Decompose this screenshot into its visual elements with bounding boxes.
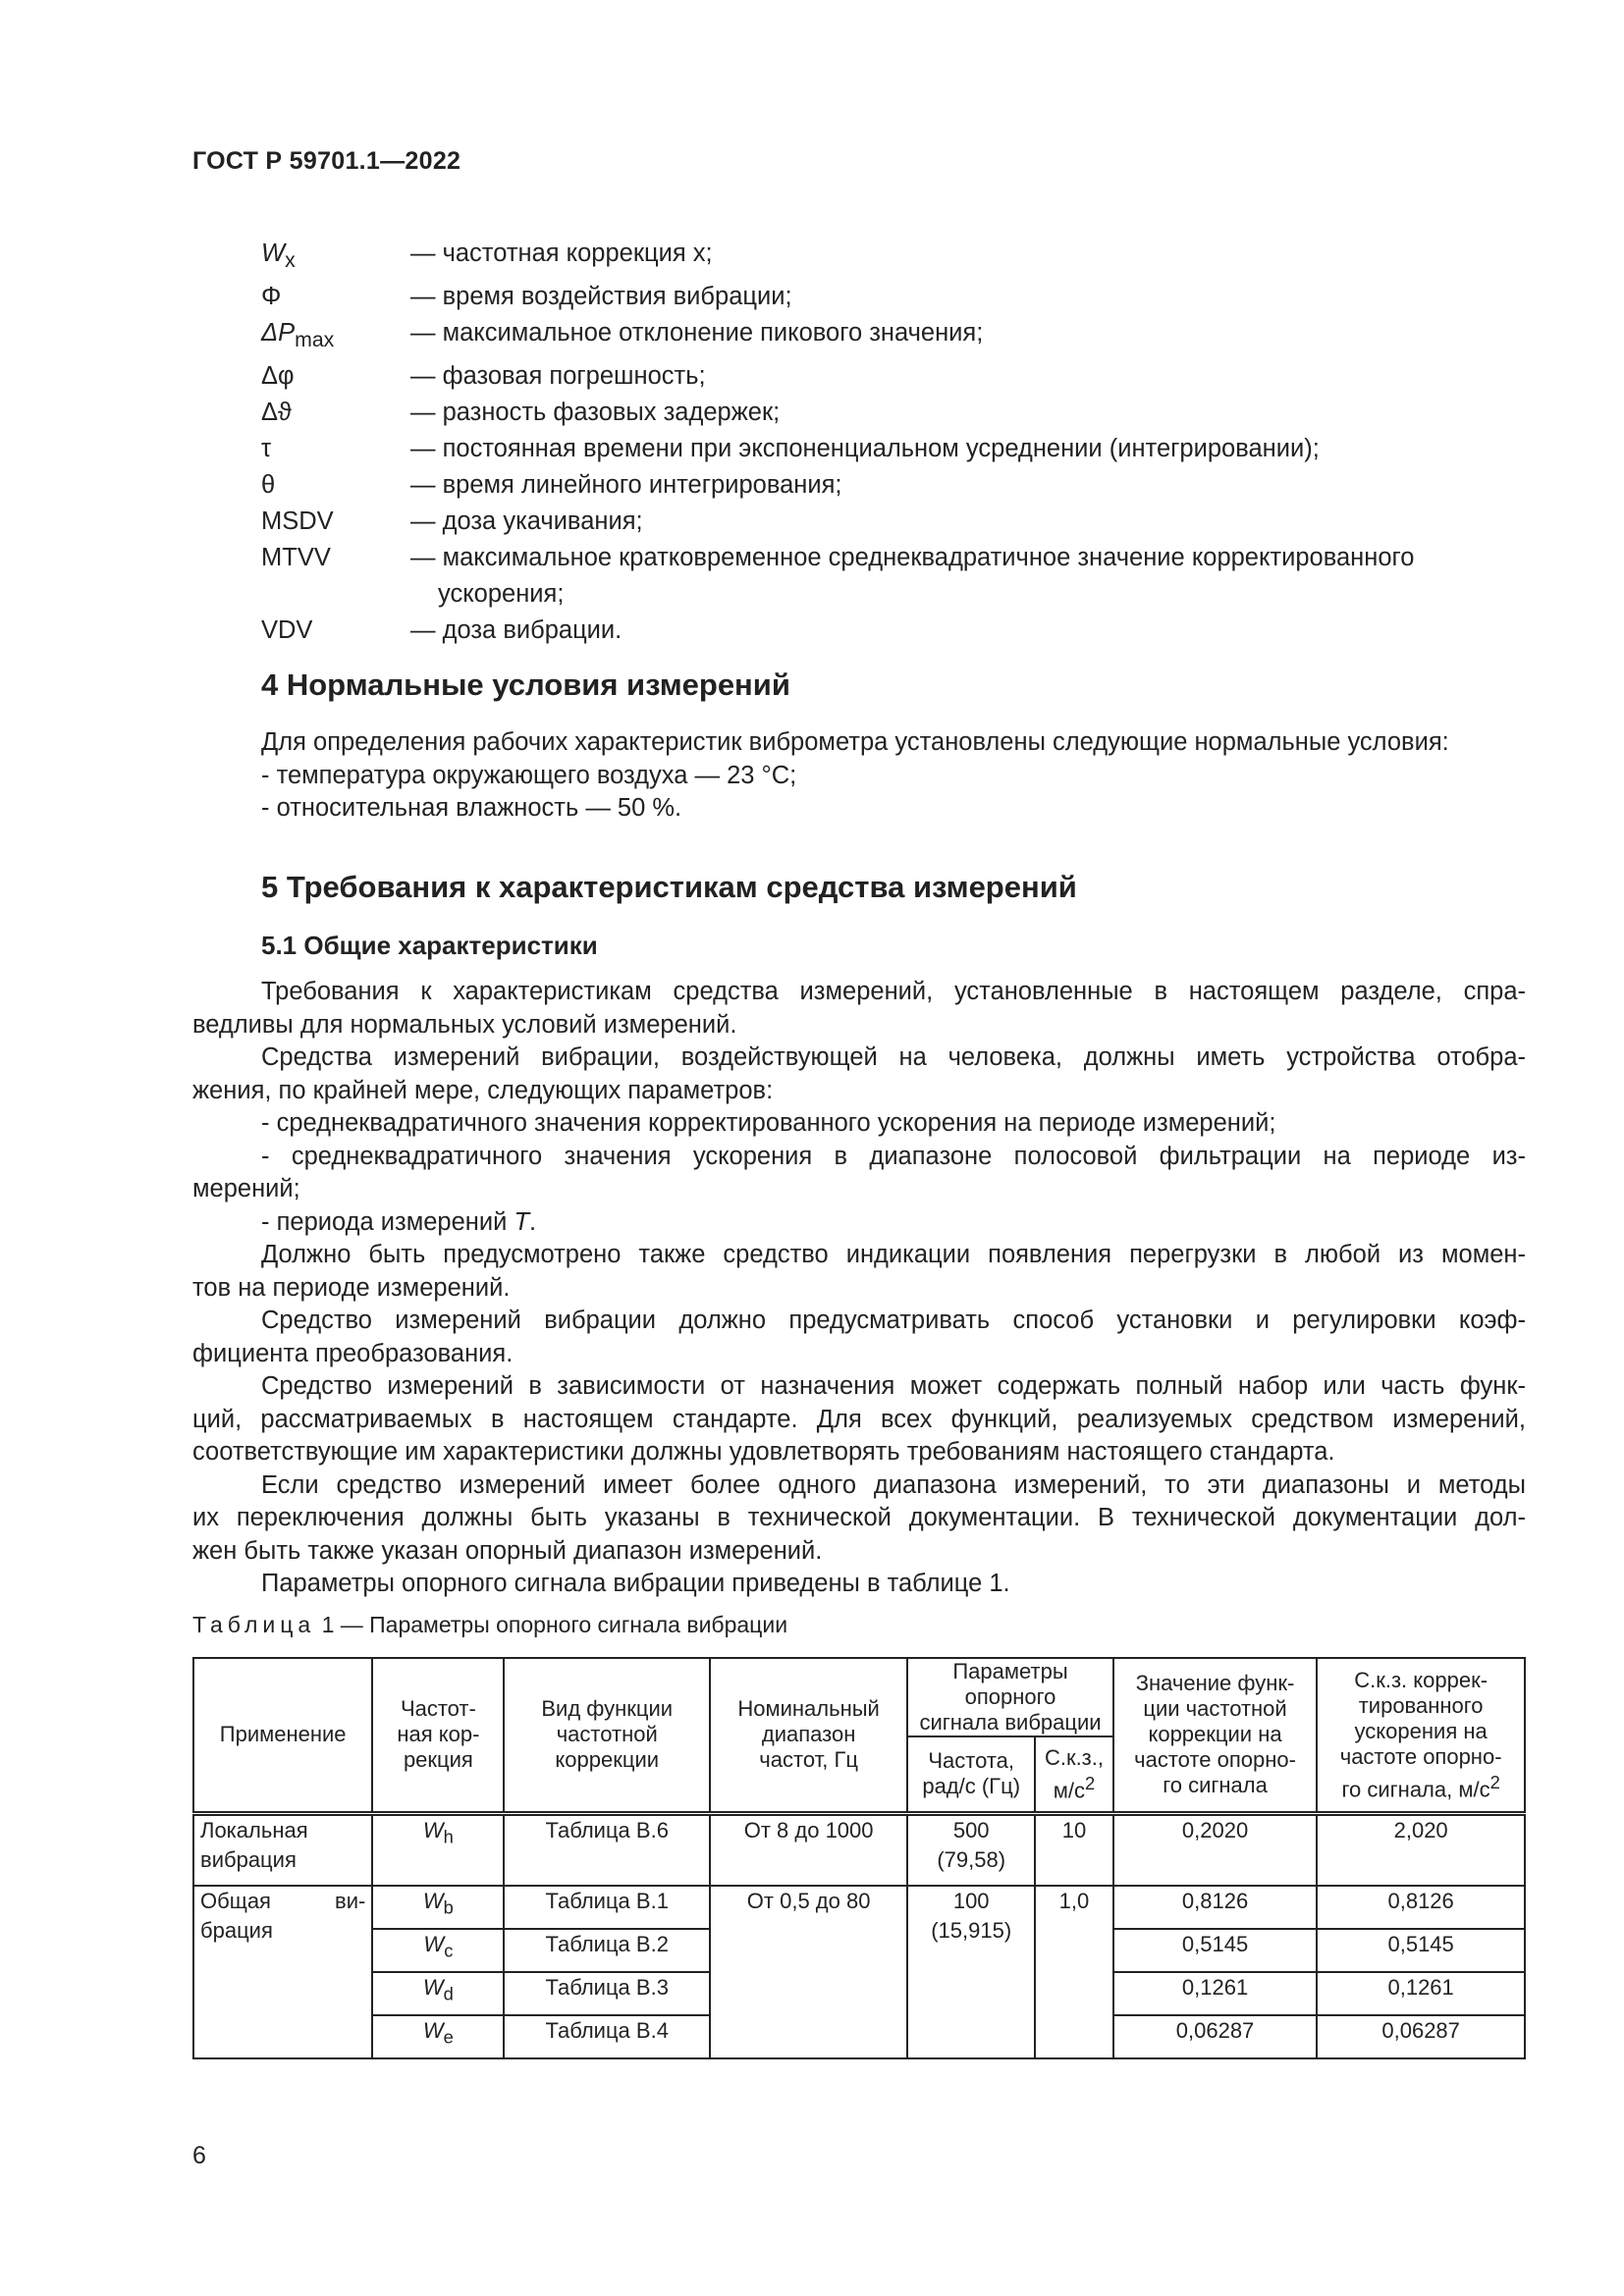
paragraph-line: ведливы для нормальных условий измерений.	[192, 1010, 737, 1039]
header-rms	[1035, 1736, 1113, 1813]
abbreviation-text: — фазовая погрешность;	[410, 362, 706, 391]
paragraph-line: тов на периоде измерений.	[192, 1273, 511, 1302]
abbreviation-symbol: τ	[261, 435, 272, 463]
paragraph-line: Параметры опорного сигнала вибрации приведены в таблице 1.	[261, 1570, 1010, 1597]
paragraph-line: жения, по крайней мере, следующих параметров:	[192, 1076, 774, 1104]
subsection-5-1-title: 5.1 Общие характеристики	[261, 931, 598, 960]
abbreviation-text: — частотная коррекция x;	[410, 240, 713, 267]
cell-function: Таблица В.3	[504, 1972, 710, 2015]
table-caption-text: 1 — Параметры опорного сигнала вибрации	[321, 1612, 788, 1637]
abbreviation-text-wrap	[410, 540, 1528, 613]
paragraph-line: Средство измерений вибрации должно предусматривать способ установки и регулировки коэф-	[261, 1307, 1526, 1334]
period-variable: T	[514, 1207, 530, 1236]
abbreviation-item	[261, 540, 1528, 613]
abbreviation-symbol: Δϑ	[261, 399, 292, 427]
cell-correction-symbol: W	[422, 2018, 444, 2043]
section-5-title: 5 Требования к характеристикам средства измерений	[261, 870, 1077, 904]
cell-correction	[372, 1972, 504, 2015]
paragraph-line: их переключения должны быть указаны в технической документации. В технической документации дол-	[192, 1504, 1526, 1531]
abbreviation-text: — разность фазовых задержек;	[410, 399, 781, 427]
header-correction: Частот- ная кор- рекция	[372, 1658, 504, 1813]
paragraph-line: Если средство измерений имеет более одного диапазона измерений, то эти диапазоны и методы	[261, 1470, 1526, 1499]
header-rms-corr-text: С.к.з. коррек- тированного ускорения на частоте опорно- го сигнала, м/с	[1339, 1667, 1502, 1801]
table-caption-label: Таблица	[192, 1612, 316, 1637]
header-range: Номинальный диапазон частот, Гц	[710, 1658, 907, 1813]
abbreviation-symbol: W	[261, 240, 286, 267]
cell-application	[193, 1886, 372, 2058]
cell-correction	[372, 1886, 504, 1929]
abbreviation-text: — время воздействия вибрации;	[410, 283, 792, 311]
abbreviation-symbol: Φ	[261, 283, 282, 311]
list-item-continued: мерений;	[192, 1175, 300, 1202]
paragraph-line: Средства измерений вибрации, воздействующей на человека, должны иметь устройства отобра-	[261, 1043, 1526, 1071]
reference-signal-table	[192, 1657, 1526, 2059]
paragraph-line: фициента преобразования.	[192, 1339, 514, 1367]
abbreviation-text: — доза укачивания;	[410, 507, 643, 536]
page-number: 6	[192, 2142, 206, 2169]
abbreviation-text: — максимальное отклонение пикового значения;	[410, 319, 984, 347]
cell-value: 0,1261	[1113, 1972, 1317, 2015]
paragraph-line: Средство измерений в зависимости от назначения может содержать полный набор или часть функ-	[261, 1372, 1526, 1400]
header-rms-corr	[1317, 1658, 1525, 1813]
cell-rms: 10	[1035, 1813, 1113, 1886]
cell-rms-corr: 0,06287	[1317, 2015, 1525, 2058]
section-4-item-humidity: - относительная влажность — 50 %.	[261, 794, 682, 822]
abbreviation-subscript: max	[295, 328, 335, 352]
cell-application: Локальная вибрация	[193, 1813, 372, 1886]
cell-correction-symbol: W	[422, 1817, 444, 1842]
list-item: - среднеквадратичного значения ускорения в диапазоне полосовой фильтрации на периоде из-	[261, 1142, 1526, 1170]
header-rms-sup: 2	[1085, 1772, 1096, 1793]
header-application: Применение	[193, 1658, 372, 1813]
cell-correction-sub: d	[443, 1983, 454, 2004]
table-row	[193, 1886, 1525, 1929]
table-caption	[192, 1612, 787, 1638]
cell-range: От 8 до 1000	[710, 1813, 907, 1886]
abbreviation-symbol: Δφ	[261, 362, 295, 391]
abbreviation-text: — постоянная времени при экспоненциальном усреднении (интегрировании);	[410, 435, 1320, 463]
cell-range: От 0,5 до 80	[710, 1886, 907, 2058]
cell-correction-symbol: W	[423, 1932, 445, 1956]
cell-frequency: 500 (79,58)	[907, 1813, 1035, 1886]
abbreviation-item	[261, 236, 1528, 279]
header-rms-corr-sup: 2	[1489, 1771, 1500, 1792]
abbreviation-text: — максимальное кратковременное среднеквадратичное значение корректированного	[410, 544, 1415, 572]
cell-value: 0,2020	[1113, 1813, 1317, 1886]
table-header-row	[193, 1658, 1525, 1736]
abbreviation-text-continued: ускорения;	[438, 580, 565, 609]
cell-application-word: брация	[200, 1918, 273, 1943]
section-5-body	[192, 976, 1526, 1601]
list-item: - среднеквадратичного значения корректированного ускорения на периоде измерений;	[261, 1109, 1276, 1137]
list-item-text: - периода измерений	[261, 1207, 514, 1236]
cell-correction-symbol: W	[422, 1889, 444, 1913]
cell-function: Таблица В.2	[504, 1929, 710, 1972]
paragraph-line: соответствующие им характеристики должны удовлетворять требованиям настоящего стандарта.	[192, 1438, 1335, 1466]
header-rms-text: С.к.з., м/с	[1044, 1744, 1104, 1802]
cell-correction-sub: h	[443, 1825, 454, 1846]
abbreviation-symbol: VDV	[261, 616, 313, 645]
cell-correction-sub: e	[443, 2026, 454, 2048]
section-4-title: 4 Нормальные условия измерений	[261, 667, 790, 702]
cell-rms-corr: 0,5145	[1317, 1929, 1525, 1972]
table-row	[193, 1813, 1525, 1886]
cell-function: Таблица В.6	[504, 1813, 710, 1886]
list-item	[192, 1206, 1526, 1240]
abbreviation-item	[261, 315, 1528, 358]
cell-application-word: Общая	[200, 1889, 271, 1913]
abbreviation-item	[261, 613, 1528, 649]
cell-correction	[372, 2015, 504, 2058]
section-4-item-temperature: - температура окружающего воздуха — 23 °C;	[261, 761, 797, 789]
cell-rms-corr: 0,1261	[1317, 1972, 1525, 2015]
cell-application-hyphen: ви-	[335, 1889, 366, 1913]
cell-frequency: 100 (15,915)	[907, 1886, 1035, 2058]
header-function: Вид функции частотной коррекции	[504, 1658, 710, 1813]
header-frequency: Частота, рад/с (Гц)	[907, 1736, 1035, 1813]
header-params-group: Параметры опорного сигнала вибрации	[907, 1658, 1113, 1736]
paragraph-line: жен быть также указан опорный диапазон измерений.	[192, 1536, 823, 1565]
abbreviation-symbol: ΔP	[261, 319, 296, 347]
cell-function: Таблица В.4	[504, 2015, 710, 2058]
cell-value: 0,06287	[1113, 2015, 1317, 2058]
cell-rms: 1,0	[1035, 1886, 1113, 2058]
cell-rms-corr: 2,020	[1317, 1813, 1525, 1886]
paragraph-line: Должно быть предусмотрено также средство индикации появления перегрузки в любой из момен-	[261, 1241, 1526, 1268]
cell-correction-sub: c	[444, 1940, 454, 1961]
section-4-body	[261, 726, 1526, 826]
paragraph-line: Требования к характеристикам средства измерений, установленные в настоящем разделе, спра-	[261, 978, 1526, 1005]
abbreviation-item	[261, 358, 1528, 395]
cell-value: 0,8126	[1113, 1886, 1317, 1929]
abbreviation-symbol: θ	[261, 471, 276, 500]
abbreviation-item	[261, 467, 1528, 504]
abbreviation-item	[261, 395, 1528, 431]
cell-correction-sub: b	[443, 1896, 454, 1918]
abbreviation-text: — время линейного интегрирования;	[410, 471, 842, 500]
header-value: Значение функ- ции частотной коррекции на частоте опорно- го сигнала	[1113, 1658, 1317, 1813]
abbreviation-item	[261, 504, 1528, 540]
abbreviation-subscript: x	[285, 248, 296, 273]
abbreviation-item	[261, 431, 1528, 467]
abbreviation-text: — доза вибрации.	[410, 616, 623, 645]
cell-function: Таблица В.1	[504, 1886, 710, 1929]
list-item-end: .	[529, 1207, 537, 1236]
abbreviation-item	[261, 279, 1528, 315]
cell-value: 0,5145	[1113, 1929, 1317, 1972]
cell-rms-corr: 0,8126	[1317, 1886, 1525, 1929]
abbreviation-list	[261, 236, 1528, 649]
abbreviation-symbol: MTVV	[261, 544, 331, 572]
document-header: ГОСТ Р 59701.1—2022	[192, 147, 461, 175]
abbreviation-symbol: MSDV	[261, 507, 334, 536]
cell-correction-symbol: W	[422, 1975, 444, 2000]
cell-correction	[372, 1813, 504, 1886]
cell-correction	[372, 1929, 504, 1972]
paragraph-line: ций, рассматриваемых в настоящем стандарте. Для всех функций, реализуемых средством измерений,	[192, 1405, 1526, 1433]
section-4-intro: Для определения рабочих характеристик виброметра установлены следующие нормальные условия:	[261, 728, 1449, 756]
